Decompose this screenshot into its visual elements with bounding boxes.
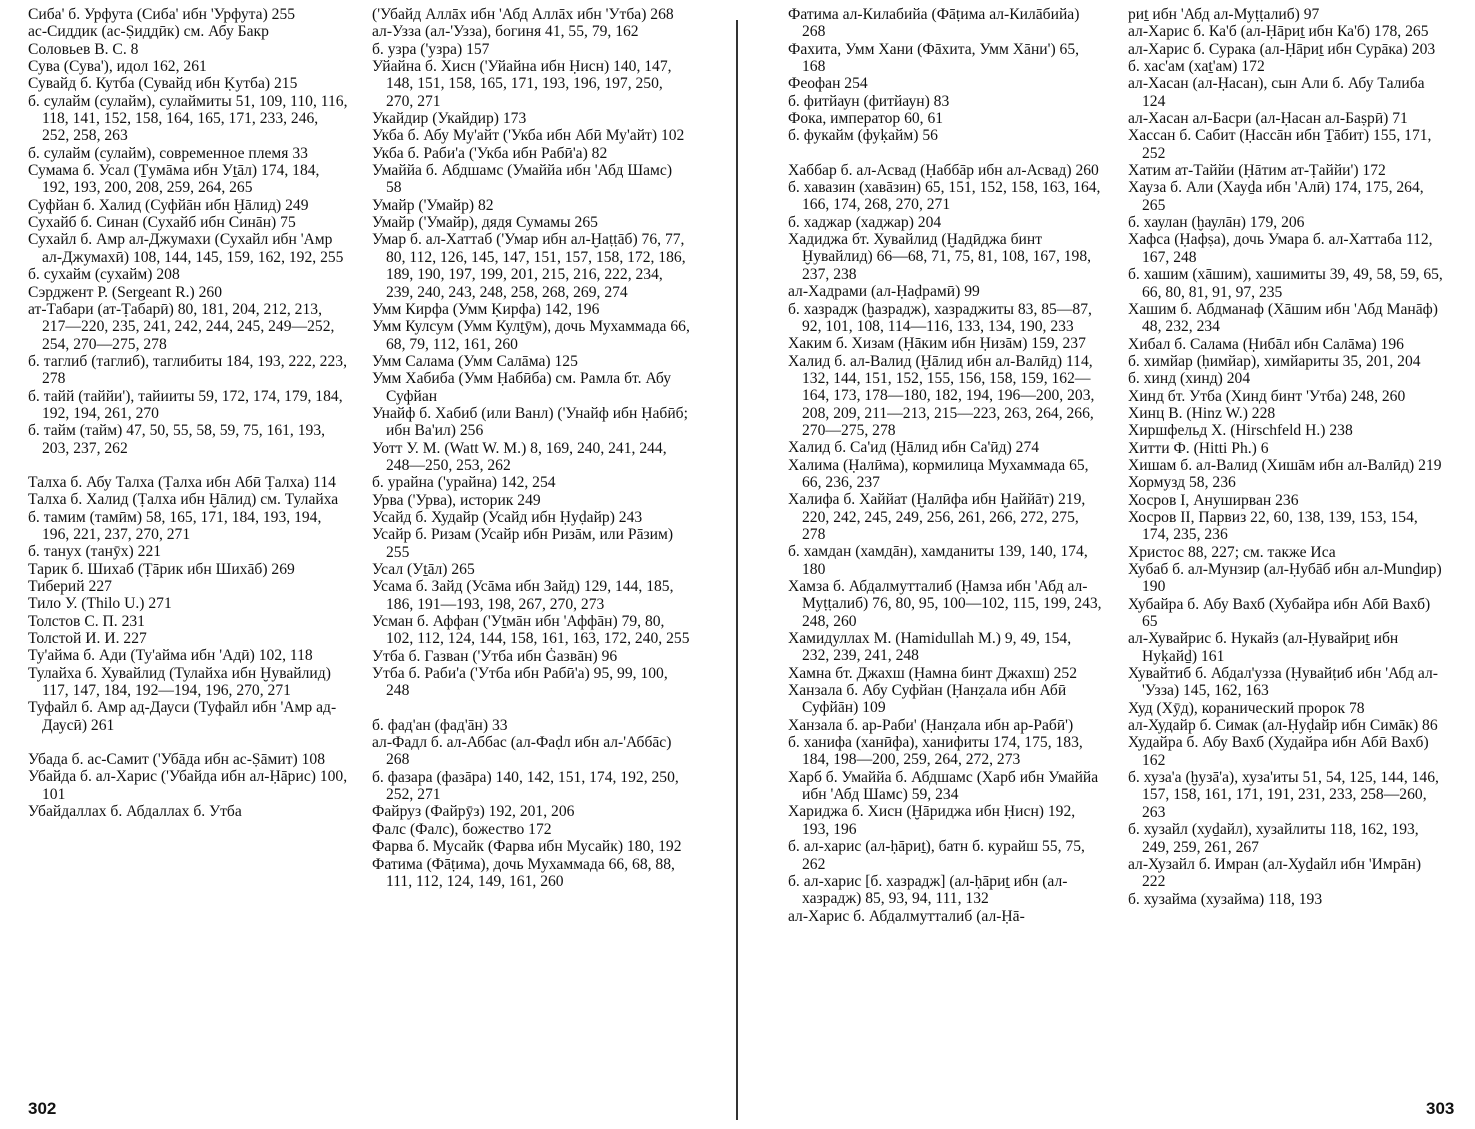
index-entry: Хубайра б. Абу Вахб (Хубайра ибн Абӣ Вахб) 65 [1128,595,1431,631]
index-entry: б. хинд (хинд) 204 [1128,370,1251,388]
index-entry: Халифа б. Хаййат (Ḫалӣфа ибн Ḫаййāт) 219, 220, 242, 245, 249, 256, 261, 266, 272, 275, 278 [788,491,1086,543]
index-entry: ал-Харис б. Ка'б (ал-Ḥāриṯ ибн Ка'б) 178, 265 [1128,23,1429,41]
index-entry: Умм Кирфа (Умм Ḳирфа) 142, 196 [372,300,600,318]
index-entry: Хибал б. Салама (Ḥибāл ибн Салāма) 196 [1128,335,1404,353]
index-entry: Хосров II, Парвиз 22, 60, 138, 139, 153, 154, 174, 235, 236 [1128,508,1418,544]
index-entry: Фарва б. Мусайк (Фарва ибн Мусайк) 180, 192 [372,838,682,856]
index-entry: б. фитйаун (фитйаун) 83 [788,92,950,110]
index-entry: б. химйар (ḥимйар), химйариты 35, 201, 204 [1128,352,1421,370]
index-entry: Усама б. Зайд (Усāма ибн Зайд) 129, 144, 185, 186, 191—193, 198, 267, 270, 273 [372,578,674,613]
index-entry: Укба б. Абу Му'айт ('Укба ибн Абӣ Му'айт) 102 [372,127,685,145]
index-entry: Хаким б. Хизам (Ḥāким ибн Ḥизāм) 159, 237 [788,335,1086,353]
index-entry: Хашим б. Абдманаф (Хāшим ибн 'Абд Манāф) 48, 232, 234 [1128,300,1438,336]
index-entry: Фахита, Умм Хани (Фāхита, Умм Хāни') 65, 168 [788,40,1080,76]
index-entry: Ту'айма б. Ади (Ту'айма ибн 'Адӣ) 102, 118 [28,647,313,665]
index-entry: Убада б. ас-Самит ('Убāда ибн ас-Ṣāмит) 108 [28,751,326,769]
index-entry: ('Убайд Аллāх ибн 'Абд Аллāх ибн 'Утба) 268 [372,6,674,23]
index-entry: ал-Хасан (ал-Ḥасан), сын Али б. Абу Талиба 124 [1128,75,1425,110]
index-entry: б. хаджар (хаджар) 204 [788,213,942,231]
index-entry: Хадиджа бт. Хувайлид (Ḫадӣджа бинт Ḫувайлид) 66—68, 71, 75, 81, 108, 167, 198, 237, 238 [788,231,1092,283]
index-entry: ал-Фадл б. ал-Аббас (ал-Фаḍл ибн ал-'Аббāс) 268 [372,734,672,769]
index-entry: Хинд бт. Утба (Хинд бинт 'Утба) 248, 260 [1128,387,1406,405]
index-entry: ас-Сиддик (ас-Ṣиддӣк) см. Абу Бакр [28,23,269,41]
index-entry: б. хас'ам (хаṯ'ам) 172 [1128,58,1265,76]
index-entry: Сува (Сува'), идол 162, 261 [28,58,207,76]
section-gap [788,145,1102,162]
index-entry: ат-Табари (ат-Ṭабарӣ) 80, 181, 204, 212, 213, 217—220, 235, 241, 242, 244, 245, 249—252, 254, 270—275, 278 [28,300,335,353]
index-entry: Уотт У. М. (Watt W. M.) 8, 169, 240, 241, 244, 248—250, 253, 262 [372,439,667,474]
index-entry: Урва ('Урва), историк 249 [372,491,541,509]
index-entry: б. ал-харис [б. хазрадж] (ал-ḥāриṯ ибн (ал-хазрадж) 85, 93, 94, 111, 132 [788,872,1068,908]
index-entry: б. хузайма (хузайма) 118, 193 [1128,890,1323,908]
index-entry: Феофан 254 [788,75,868,93]
index-entry: б. хузайл (хуḏайл), хузайлиты 118, 162, 193, 249, 259, 261, 267 [1128,821,1419,856]
index-entry: Тило У. (Thilo U.) 271 [28,595,172,613]
index-entry: Фалс (Фалс), божество 172 [372,820,552,838]
index-entry: б. хазрадж (ḫазрадж), хазраджиты 83, 85—87, 92, 101, 108, 114—116, 133, 134, 190, 233 [788,300,1092,335]
index-entry: Укба б. Раби'а ('Укба ибн Рабӣ'а) 82 [372,144,608,162]
index-entry: Усайд б. Худайр (Усайд ибн Ḥуḍайр) 243 [372,508,643,526]
index-entry: Хинц В. (Hinz W.) 228 [1128,404,1276,422]
index-entry: Христос 88, 227; см. также Иса [1128,543,1336,561]
index-entry: Убайда б. ал-Харис ('Убайда ибн ал-Ḥāрис) 100, 101 [28,768,348,803]
index-entry: Уйайна б. Хисн ('Уйайна ибн Ḥисн) 140, 147, 148, 151, 158, 165, 171, 193, 196, 197, 250, 270, 271 [372,58,672,110]
index-entry: Утба б. Раби'а ('Утба ибн Рабӣ'а) 95, 99, 100, 248 [372,665,668,700]
index-entry: Худайра б. Абу Вахб (Худайра ибн Абӣ Вахб) 162 [1128,734,1429,769]
index-entry: Убайдаллах б. Абдаллах б. Утба [28,803,242,821]
index-entry: Ханзала б. ар-Раби' (Ḥанẓала ибн ар-Рабӣ') [788,716,1074,734]
index-entry: Хитти Ф. (Hitti Ph.) 6 [1128,439,1269,457]
index-entry: Хаббар б. ал-Асвад (Ḥаббāр ибн ал-Асвад) 260 [788,161,1099,179]
book-spine [736,20,738,1120]
index-entry: б. сухайм (сухайм) 208 [28,266,180,284]
index-entry: б. хамдан (хамдāн), хамданиты 139, 140, 174, 180 [788,543,1088,578]
index-entry: Сиба' б. Урфута (Сиба' ибн 'Урфута) 255 [28,6,296,23]
index-entry: Хамна бт. Джахш (Ḥамна бинт Джахш) 252 [788,664,1077,682]
index-entry: Тиберий 227 [28,578,112,595]
index-entry: Умайр ('Умайр), дядя Сумамы 265 [372,214,598,232]
index-entry: Умаййа б. Абдшамс (Умаййа ибн 'Абд Шамс) 58 [372,162,673,197]
index-entry: б. урайна ('урайна) 142, 254 [372,474,556,492]
index-entry: Харб б. Умаййа б. Абдшамс (Харб ибн Умаййа ибн 'Абд Шамс) 59, 234 [788,768,1099,804]
index-entry: Хишам б. ал-Валид (Хишāм ибн ал-Валӣд) 219 [1128,456,1442,474]
index-entry: Файруз (Файрӯз) 192, 201, 206 [372,803,575,821]
index-entry: ал-Харис б. Сурака (ал-Ḥāриṯ ибн Сурāка) 203 [1128,40,1436,58]
index-entry: ал-Хасан ал-Басри (ал-Ḥасан ал-Баṣрӣ) 71 [1128,110,1408,128]
index-entry: Суфйан б. Халид (Суфйāн ибн Ḫāлид) 249 [28,196,309,214]
index-entry: Толстой И. И. 227 [28,630,147,648]
index-entry: Фатима ал-Килабийа (Фāṭима ал-Килāбийа) 268 [788,6,1080,41]
index-entry: Хауза б. Али (Хауḏа ибн 'Алӣ) 174, 175, 264, 265 [1128,179,1424,214]
index-entry: Унайф б. Хабиб (или Ванл) ('Унайф ибн Ḥабӣб; ибн Ва'ил) 256 [372,404,688,440]
index-entry: б. танух (танӯх) 221 [28,543,162,561]
index-entry: Тарик б. Шихаб (Ṭāрик ибн Шихāб) 269 [28,560,295,578]
index-entry: Хормузд 58, 236 [1128,474,1236,492]
index-column-1 [28,6,348,820]
index-entry: Усман б. Аффан ('Уṯмāн ибн 'Аффāн) 79, 80, 102, 112, 124, 144, 158, 161, 163, 172, 240, 255 [372,613,690,648]
index-entry: Укайдир (Укайдир) 173 [372,110,527,128]
index-entry: б. хаулан (ḫаулāн) 179, 206 [1128,214,1305,232]
index-entry: Хосров I, Ануширван 236 [1128,491,1299,509]
index-entry: б. таглиб (таглиб), таглибиты 184, 193, 222, 223, 278 [28,352,347,388]
index-entry: Хассан б. Сабит (Ḥассāн ибн Ṯāбит) 155, 171, 252 [1128,127,1432,162]
index-entry: Умм Кулсум (Умм Кулṯӯм), дочь Мухаммада 66, 68, 79, 112, 161, 260 [372,318,690,353]
index-entry: б. фад'ан (фад'āн) 33 [372,716,508,734]
index-entry: Сэрджент Р. (Sergeant R.) 260 [28,283,223,301]
index-entry: б. тайм (тайм) 47, 50, 55, 58, 59, 75, 161, 193, 203, 237, 262 [28,422,326,457]
index-entry: Туфайл б. Амр ад-Дауси (Туфайл ибн 'Амр ад-Даусӣ) 261 [28,699,337,734]
index-entry: ал-Худайр б. Симак (ал-Ḥуḍайр ибн Симāк) 86 [1128,717,1438,735]
index-entry: Хубаб б. ал-Мунзир (ал-Ḥубāб ибн ал-Munḏир) 190 [1128,561,1442,596]
index-entry: Хафса (Ḥафṣа), дочь Умара б. ал-Хаттаба 112, 167, 248 [1128,231,1433,266]
index-entry: Фатима (Фāṭима), дочь Мухаммада 66, 68, 88, 111, 112, 124, 149, 161, 260 [372,855,675,890]
right-page [740,0,1475,1129]
index-entry: Халима (Ḥалӣма), кормилица Мухаммада 65, 66, 236, 237 [788,456,1089,491]
index-entry: Хамза б. Абдалмутталиб (Ḥамза ибн 'Абд ал-Муṭṭалиб) 76, 80, 95, 100—102, 115, 199, 243, 248, 260 [788,578,1102,630]
index-entry: Сухайб б. Синан (Сухайб ибн Синāн) 75 [28,214,296,232]
left-page [0,0,735,1129]
index-entry: б. хавазин (хавāзин) 65, 151, 152, 158, 163, 164, 166, 174, 268, 270, 271 [788,179,1101,214]
index-entry: Умар б. ал-Хаттаб ('Умар ибн ал-Ḫаṭṭāб) 76, 77, 80, 112, 126, 145, 147, 151, 157, 158, 172, 186, 189, 190, 197, 199, 201, 215, 216, 222, 234, 239, 240, 243, 248, 258, 268, 269, 274 [372,231,686,301]
section-gap [28,734,348,751]
index-entry: Фока, император 60, 61 [788,110,944,128]
page-number-right: 303 [1426,1099,1455,1118]
index-entry: б. сулайм (сулайм), современное племя 33 [28,144,308,162]
index-entry: Соловьев В. С. 8 [28,40,139,58]
index-entry: б. ханифа (ханӣфа), ханифиты 174, 175, 183, 184, 198—200, 259, 264, 272, 273 [788,734,1083,769]
index-entry: Умм Салама (Умм Салāма) 125 [372,352,578,370]
index-entry: Сумама б. Усал (Ṯумāма ибн Уṯāл) 174, 184, 192, 193, 200, 208, 259, 264, 265 [28,162,320,197]
index-entry: б. хашим (хāшим), хашимиты 39, 49, 58, 59, 65, 66, 80, 81, 91, 97, 235 [1128,266,1443,301]
index-entry: Ханзала б. Абу Суфйан (Ḥанẓала ибн Абӣ Суфйāн) 109 [788,682,1067,717]
index-entry: Хатим ат-Таййи (Ḥāтим ат-Ṭаййи') 172 [1128,162,1386,180]
index-entry: Талха б. Абу Талха (Ṭалха ибн Абӣ Ṭалха) 114 [28,473,336,491]
index-entry: б. сулайм (сулайм), сулаймиты 51, 109, 110, 116, 118, 141, 152, 158, 164, 165, 171, 233, 246, 252, 258, 263 [28,92,348,145]
index-entry: б. фукайм (фуḳайм) 56 [788,127,938,145]
index-entry: Хариджа б. Хисн (Ḫāриджа ибн Ḥисн) 192, 193, 196 [788,803,1076,838]
index-entry: Сухайл б. Амр ал-Джумахи (Сухайл ибн 'Амр ал-Джумахӣ) 108, 144, 145, 159, 162, 192, 255 [28,231,344,266]
index-entry: Усал (Уṯāл) 265 [372,561,475,578]
index-entry: Халид б. Са'ид (Ḫāлид ибн Са'ӣд) 274 [788,439,1040,457]
index-entry: б. тамим (тамӣм) 58, 165, 171, 184, 193, 194, 196, 221, 237, 270, 271 [28,508,322,543]
index-entry: ал-Хадрами (ал-Ḥаḍрамӣ) 99 [788,283,980,301]
index-entry: Хамидуллах М. (Hamidullah M.) 9, 49, 154, 232, 239, 241, 248 [788,630,1072,665]
section-gap [372,700,690,717]
index-entry: ал-Узза (ал-'Узза), богиня 41, 55, 79, 162 [372,23,639,41]
index-entry: риṯ ибн 'Абд ал-Муṭṭалиб) 97 [1128,6,1320,23]
index-entry: Сувайд б. Кутба (Сувайд ибн Ḳутба) 215 [28,75,298,93]
index-entry: б. ал-харис (ал-ḥāриṯ), батн б. курайш 55, 75, 262 [788,838,1085,873]
index-entry: Умм Хабиба (Умм Ḥабӣба) см. Рамла бт. Абу Суфйан [372,370,672,405]
index-column-2 [372,6,690,890]
index-column-3 [788,6,1102,925]
index-entry: б. фазара (фазāра) 140, 142, 151, 174, 192, 250, 252, 271 [372,768,679,804]
index-entry: Хувайтиб б. Абдал'узза (Ḥувайṭиб ибн 'Абд ал-'Узза) 145, 162, 163 [1128,665,1438,700]
index-entry: ал-Хувайрис б. Нукайз (ал-Ḥувайриṯ ибн Нуḳайḏ) 161 [1128,630,1399,665]
index-entry: Умайр ('Умайр) 82 [372,196,494,214]
section-gap [28,457,348,474]
index-entry: б. тайй (таййи'), тайииты 59, 172, 174, 179, 184, 192, 194, 261, 270 [28,387,343,422]
page-number-left: 302 [28,1099,57,1118]
index-entry: б. узра ('узра) 157 [372,40,490,58]
index-column-4 [1128,6,1446,908]
index-entry: Усайр б. Ризам (Усайр ибн Ризāм, или Рāзим) 255 [372,526,674,561]
index-entry: Утба б. Газван ('Утба ибн Ġазвāн) 96 [372,647,618,665]
index-entry: б. хуза'а (ḫузā'а), хуза'иты 51, 54, 125, 144, 146, 157, 158, 161, 171, 191, 231, 233, 258—260, 263 [1128,769,1439,821]
index-entry: ал-Харис б. Абдалмутталиб (ал-Ḥā- [788,907,1025,925]
index-entry: Хиршфельд Х. (Hirschfeld H.) 238 [1128,422,1353,440]
index-entry: Худ (Хӯд), коранический пророк 78 [1128,699,1365,717]
index-entry: Тулайха б. Хувайлид (Тулайха ибн Ḫувайлид) 117, 147, 184, 192—194, 196, 270, 271 [28,664,331,700]
index-entry: Талха б. Халид (Ṭалха ибн Ḫāлид) см. Тулайха [28,491,339,509]
index-entry: ал-Хузайл б. Имран (ал-Хуḏайл ибн 'Имрāн) 222 [1128,855,1422,891]
index-entry: Халид б. ал-Валид (Ḫāлид ибн ал-Валӣд) 114, 132, 144, 151, 152, 155, 156, 158, 159, 162—164, 173, 178—180, 182, 194, 196—200, 203, 208, 209, 211—213, 215—223, 263, 264, 266, 270—275, 278 [788,352,1095,439]
index-entry: Толстов С. П. 231 [28,612,145,630]
